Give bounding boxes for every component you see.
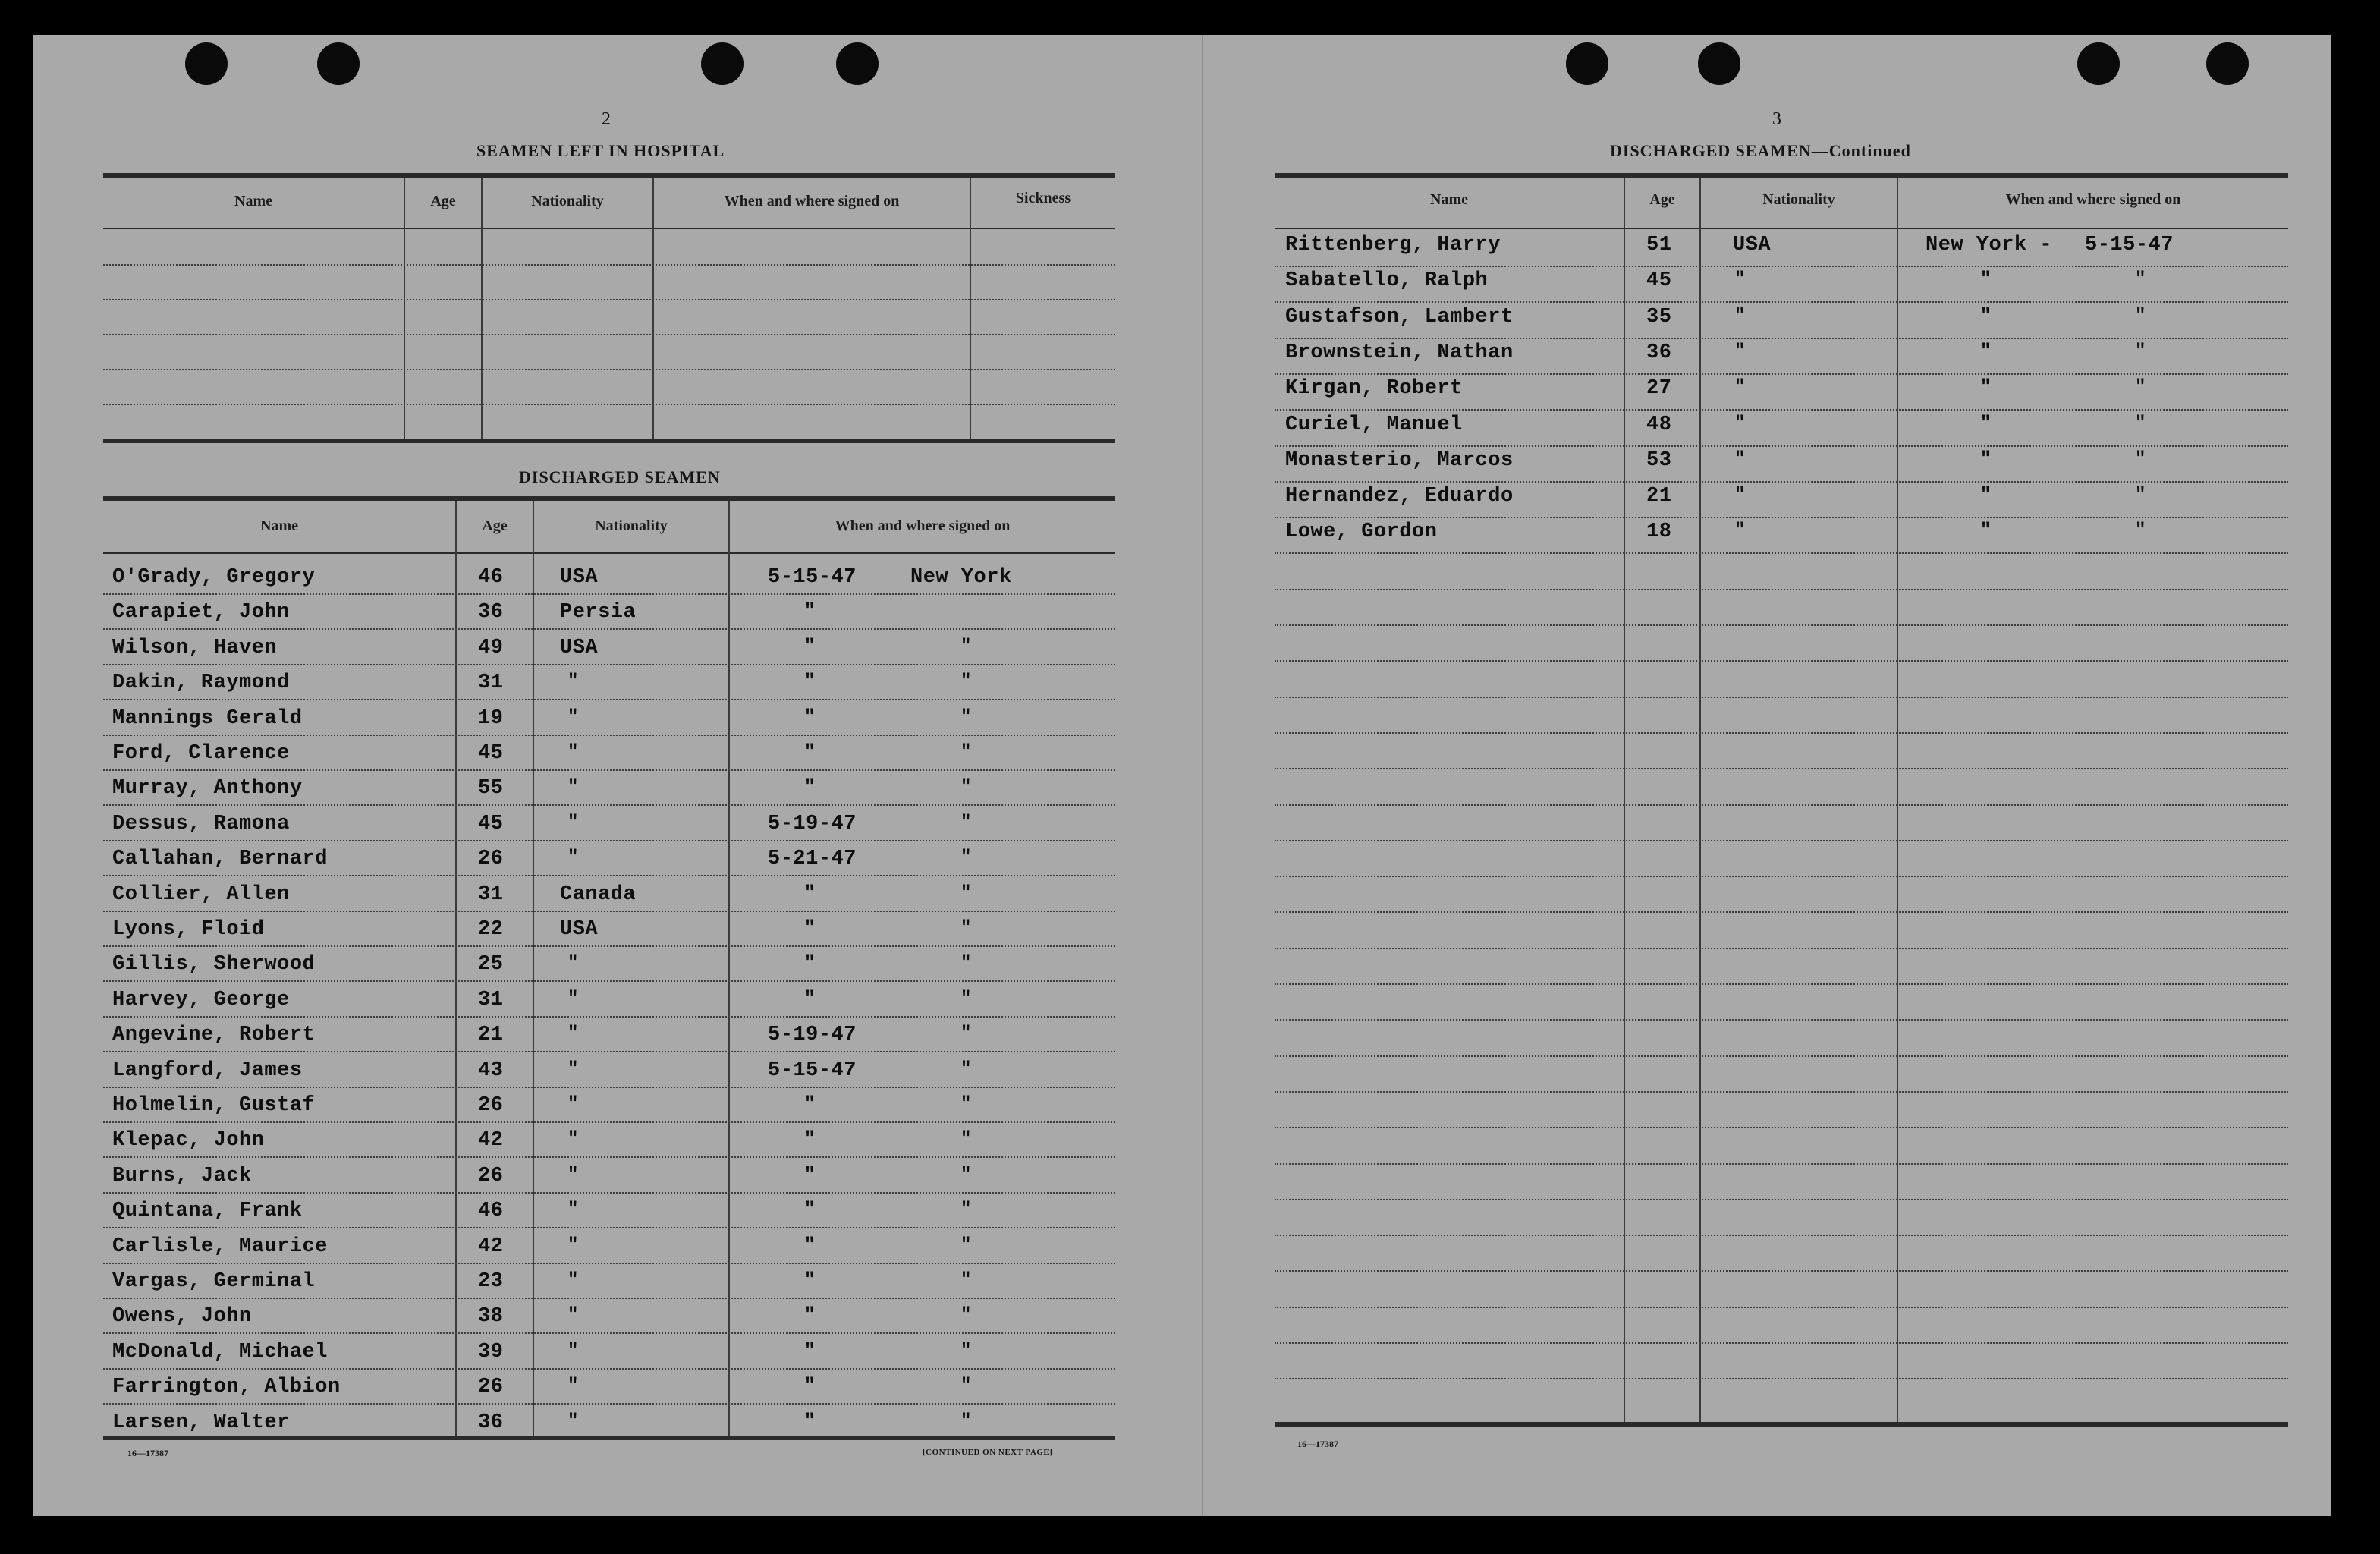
seaman-age: 26 [478, 1164, 504, 1188]
column-header-age: Age [1649, 191, 1675, 208]
continued-note: [CONTINUED ON NEXT PAGE] [923, 1448, 1053, 1457]
signed-on-place: " [960, 1094, 972, 1115]
signed-on-place: " [960, 1305, 972, 1326]
seaman-name: Monasterio, Marcos [1285, 448, 1514, 472]
seaman-nationality: Canada [560, 882, 637, 906]
signed-on-place: " [960, 777, 972, 798]
page-number: 3 [1772, 109, 1781, 129]
seaman-nationality: " [567, 672, 579, 693]
signed-on-place: " [960, 848, 972, 869]
seaman-name: Gillis, Sherwood [112, 953, 316, 977]
signed-on-place: " [960, 1340, 972, 1361]
signed-on-place: " [960, 1164, 972, 1185]
seaman-name: Holmelin, Gustaf [112, 1094, 316, 1117]
column-header-signed-on: When and where signed on [2005, 191, 2181, 208]
signed-on-date: " [804, 636, 816, 657]
seaman-age: 21 [1646, 485, 1672, 508]
seaman-name: O'Grady, Gregory [112, 566, 316, 589]
signed-on-place: " [960, 1376, 972, 1397]
seaman-age: 55 [478, 777, 504, 801]
seaman-age: 25 [478, 953, 504, 977]
seaman-name: Farrington, Albion [112, 1376, 341, 1399]
heading-continued: Continued [1828, 141, 1911, 160]
signed-on-place: " [960, 953, 972, 974]
signed-on-date: 5-19-47 [768, 812, 857, 835]
seaman-nationality: " [567, 1305, 579, 1326]
signed-on-date: " [804, 1340, 816, 1361]
signed-on-date: " [804, 953, 816, 974]
form-number: 16—17387 [127, 1448, 168, 1458]
seaman-age: 45 [478, 812, 504, 835]
seaman-age: 36 [478, 601, 504, 624]
seaman-age: 18 [1646, 521, 1672, 544]
seaman-nationality: " [567, 1129, 579, 1150]
seaman-age: 19 [478, 706, 504, 730]
seaman-name: Vargas, Germinal [112, 1270, 316, 1293]
signed-on-place: " [960, 988, 972, 1009]
column-header-nationality: Nationality [1762, 191, 1835, 208]
seaman-name: Callahan, Bernard [112, 848, 328, 871]
seaman-nationality: " [1734, 341, 1746, 362]
column-header-signed-on: When and where signed on [835, 517, 1011, 534]
column-header-signed-on: When and where signed on [724, 193, 900, 209]
seaman-nationality: USA [560, 566, 599, 589]
seaman-age: 46 [478, 566, 504, 589]
punch-hole [2206, 42, 2249, 85]
signed-on-place: " [960, 1024, 972, 1045]
signed-on-place: " [1980, 305, 1992, 326]
seaman-age: 45 [478, 742, 504, 765]
seaman-name: Larsen, Walter [112, 1411, 290, 1434]
signed-on-date: 5-15-47 [768, 566, 857, 589]
seaman-name: Angevine, Robert [112, 1024, 316, 1047]
seaman-name: Murray, Anthony [112, 777, 303, 801]
seaman-age: 36 [478, 1411, 504, 1434]
signed-on-place: " [960, 636, 972, 657]
seaman-name: Dessus, Ramona [112, 812, 290, 835]
signed-on-date: " [804, 1376, 816, 1397]
seaman-age: 31 [478, 882, 504, 906]
signed-on-date: " [2135, 448, 2146, 470]
signed-on-date: " [2135, 413, 2146, 434]
seaman-nationality: " [567, 1094, 579, 1115]
seaman-age: 31 [478, 988, 504, 1011]
seaman-nationality: USA [560, 636, 599, 659]
seaman-nationality: " [567, 1200, 579, 1221]
seaman-name: McDonald, Michael [112, 1340, 328, 1364]
seaman-age: 48 [1646, 413, 1672, 436]
column-header-age: Age [430, 193, 456, 209]
signed-on-place: " [960, 812, 972, 833]
seaman-age: 53 [1646, 448, 1672, 472]
signed-on-place: " [1980, 269, 1992, 291]
seaman-name: Carlisle, Maurice [112, 1235, 328, 1258]
seaman-age: 46 [478, 1200, 504, 1223]
seaman-nationality: " [567, 1376, 579, 1397]
seaman-age: 23 [478, 1270, 504, 1293]
seaman-nationality: " [567, 742, 579, 763]
seaman-nationality: " [567, 1164, 579, 1185]
seaman-name: Wilson, Haven [112, 636, 278, 659]
seaman-nationality: " [567, 777, 579, 798]
signed-on-date: " [2135, 269, 2146, 291]
seaman-age: 31 [478, 672, 504, 695]
signed-on-place: New York [910, 566, 1012, 589]
seaman-name: Sabatello, Ralph [1285, 269, 1489, 293]
page-number: 2 [602, 109, 611, 129]
seaman-age: 22 [478, 918, 504, 941]
punch-hole [2077, 42, 2120, 85]
signed-on-place: " [960, 1200, 972, 1221]
seaman-name: Carapiet, John [112, 601, 290, 624]
signed-on-place: " [1980, 341, 1992, 362]
seaman-age: 26 [478, 1094, 504, 1117]
seaman-nationality: Persia [560, 601, 637, 624]
signed-on-place: " [960, 672, 972, 693]
seaman-name: Kirgan, Robert [1285, 377, 1463, 401]
seaman-name: Dakin, Raymond [112, 672, 290, 695]
signed-on-date: " [804, 1235, 816, 1256]
seaman-name: Burns, Jack [112, 1164, 252, 1188]
column-header-name: Name [1430, 191, 1468, 208]
seaman-age: 27 [1646, 377, 1672, 401]
column-header-nationality: Nationality [531, 193, 604, 209]
punch-hole [317, 42, 360, 85]
signed-on-date: " [2135, 521, 2146, 542]
signed-on-place: " [960, 1411, 972, 1432]
seaman-name: Ford, Clarence [112, 742, 290, 765]
signed-on-date: " [2135, 341, 2146, 362]
seaman-name: Curiel, Manuel [1285, 413, 1463, 436]
seaman-nationality: " [567, 1235, 579, 1256]
seaman-nationality: " [1734, 521, 1746, 542]
punch-hole [1566, 42, 1608, 85]
heading-title: DISCHARGED SEAMEN— [1610, 141, 1829, 160]
seaman-name: Collier, Allen [112, 882, 290, 906]
page-gutter [1202, 35, 1203, 1516]
discharged-continued-heading [1610, 141, 1911, 161]
signed-on-date: 5-15-47 [768, 1059, 857, 1082]
discharged-table [103, 496, 1115, 1443]
discharged-heading: DISCHARGED SEAMEN [519, 467, 721, 486]
signed-on-place: " [960, 918, 972, 939]
column-header-age: Age [482, 517, 508, 534]
seaman-name: Rittenberg, Harry [1285, 234, 1501, 256]
seaman-name: Hernandez, Eduardo [1285, 485, 1514, 508]
signed-on-place: " [1980, 413, 1992, 434]
signed-on-date: " [804, 1164, 816, 1185]
signed-on-place: " [960, 882, 972, 904]
signed-on-date: " [2135, 377, 2146, 398]
signed-on-date: " [804, 1411, 816, 1432]
seaman-nationality: USA [1733, 234, 1772, 256]
signed-on-place: " [960, 1270, 972, 1291]
column-header-name: Name [234, 193, 272, 209]
signed-on-date: " [804, 706, 816, 728]
seaman-age: 35 [1646, 305, 1672, 329]
seaman-nationality: " [1734, 448, 1746, 470]
seaman-name: Quintana, Frank [112, 1200, 303, 1223]
seaman-nationality: " [1734, 269, 1746, 291]
signed-on-date: " [804, 1129, 816, 1150]
punch-hole [836, 42, 879, 85]
seaman-nationality: " [567, 1411, 579, 1432]
form-number: 16—17387 [1297, 1439, 1338, 1449]
signed-on-place: " [960, 1129, 972, 1150]
seaman-name: Harvey, George [112, 988, 290, 1011]
seaman-age: 26 [478, 848, 504, 871]
seaman-name: Lowe, Gordon [1285, 521, 1438, 544]
signed-on-place: " [960, 706, 972, 728]
signed-on-date: " [804, 1305, 816, 1326]
signed-on-date: " [804, 601, 816, 622]
seaman-nationality: " [567, 1059, 579, 1080]
signed-on-date: 5-21-47 [768, 848, 857, 871]
seaman-age: 42 [478, 1235, 504, 1258]
signed-on-place: " [1980, 448, 1992, 470]
signed-on-place: " [1980, 485, 1992, 506]
signed-on-date: " [804, 1094, 816, 1115]
seaman-nationality: " [567, 1270, 579, 1291]
seaman-nationality: USA [560, 918, 599, 941]
signed-on-place: " [960, 1235, 972, 1256]
signed-on-date: 5-15-47 [2085, 234, 2174, 256]
seaman-nationality: " [567, 812, 579, 833]
seaman-age: 38 [478, 1305, 504, 1329]
hospital-table [103, 173, 1115, 446]
signed-on-place: " [1980, 521, 1992, 542]
seaman-age: 26 [478, 1376, 504, 1399]
signed-on-date: " [804, 1270, 816, 1291]
signed-on-date: " [804, 777, 816, 798]
seaman-name: Langford, James [112, 1059, 303, 1082]
seaman-nationality: " [1734, 377, 1746, 398]
seaman-nationality: " [1734, 413, 1746, 434]
seaman-age: 49 [478, 636, 504, 659]
hospital-heading: SEAMEN LEFT IN HOSPITAL [476, 141, 725, 160]
seaman-nationality: " [1734, 305, 1746, 326]
signed-on-date: 5-19-47 [768, 1024, 857, 1047]
signed-on-date: " [2135, 485, 2146, 506]
column-header-name: Name [260, 517, 298, 534]
signed-on-place: New York - [1926, 234, 2053, 256]
signed-on-date: " [804, 742, 816, 763]
punch-hole [1698, 42, 1740, 85]
seaman-age: 43 [478, 1059, 504, 1082]
seaman-name: Lyons, Floid [112, 918, 265, 941]
seaman-nationality: " [567, 953, 579, 974]
seaman-name: Owens, John [112, 1305, 252, 1329]
signed-on-place: " [960, 1059, 972, 1080]
seaman-nationality: " [567, 1024, 579, 1045]
column-header-nationality: Nationality [595, 517, 668, 534]
seaman-age: 45 [1646, 269, 1672, 293]
punch-hole [185, 42, 228, 85]
seaman-age: 42 [478, 1129, 504, 1153]
seaman-nationality: " [567, 706, 579, 728]
seaman-nationality: " [1734, 485, 1746, 506]
signed-on-place: " [1980, 377, 1992, 398]
punch-hole [701, 42, 744, 85]
signed-on-date: " [804, 988, 816, 1009]
seaman-age: 51 [1646, 234, 1672, 256]
signed-on-date: " [2135, 305, 2146, 326]
seaman-nationality: " [567, 988, 579, 1009]
signed-on-date: " [804, 672, 816, 693]
signed-on-place: " [960, 742, 972, 763]
seaman-nationality: " [567, 1340, 579, 1361]
seaman-age: 21 [478, 1024, 504, 1047]
seaman-name: Brownstein, Nathan [1285, 341, 1514, 364]
column-header-sickness: Sickness [1015, 190, 1071, 206]
seaman-name: Klepac, John [112, 1129, 265, 1153]
discharged-continued-table [1275, 173, 2288, 1430]
seaman-age: 39 [478, 1340, 504, 1364]
seaman-name: Gustafson, Lambert [1285, 305, 1514, 329]
seaman-age: 36 [1646, 341, 1672, 364]
signed-on-date: " [804, 882, 816, 904]
seaman-nationality: " [567, 848, 579, 869]
signed-on-date: " [804, 1200, 816, 1221]
signed-on-date: " [804, 918, 816, 939]
seaman-name: Mannings Gerald [112, 706, 303, 730]
